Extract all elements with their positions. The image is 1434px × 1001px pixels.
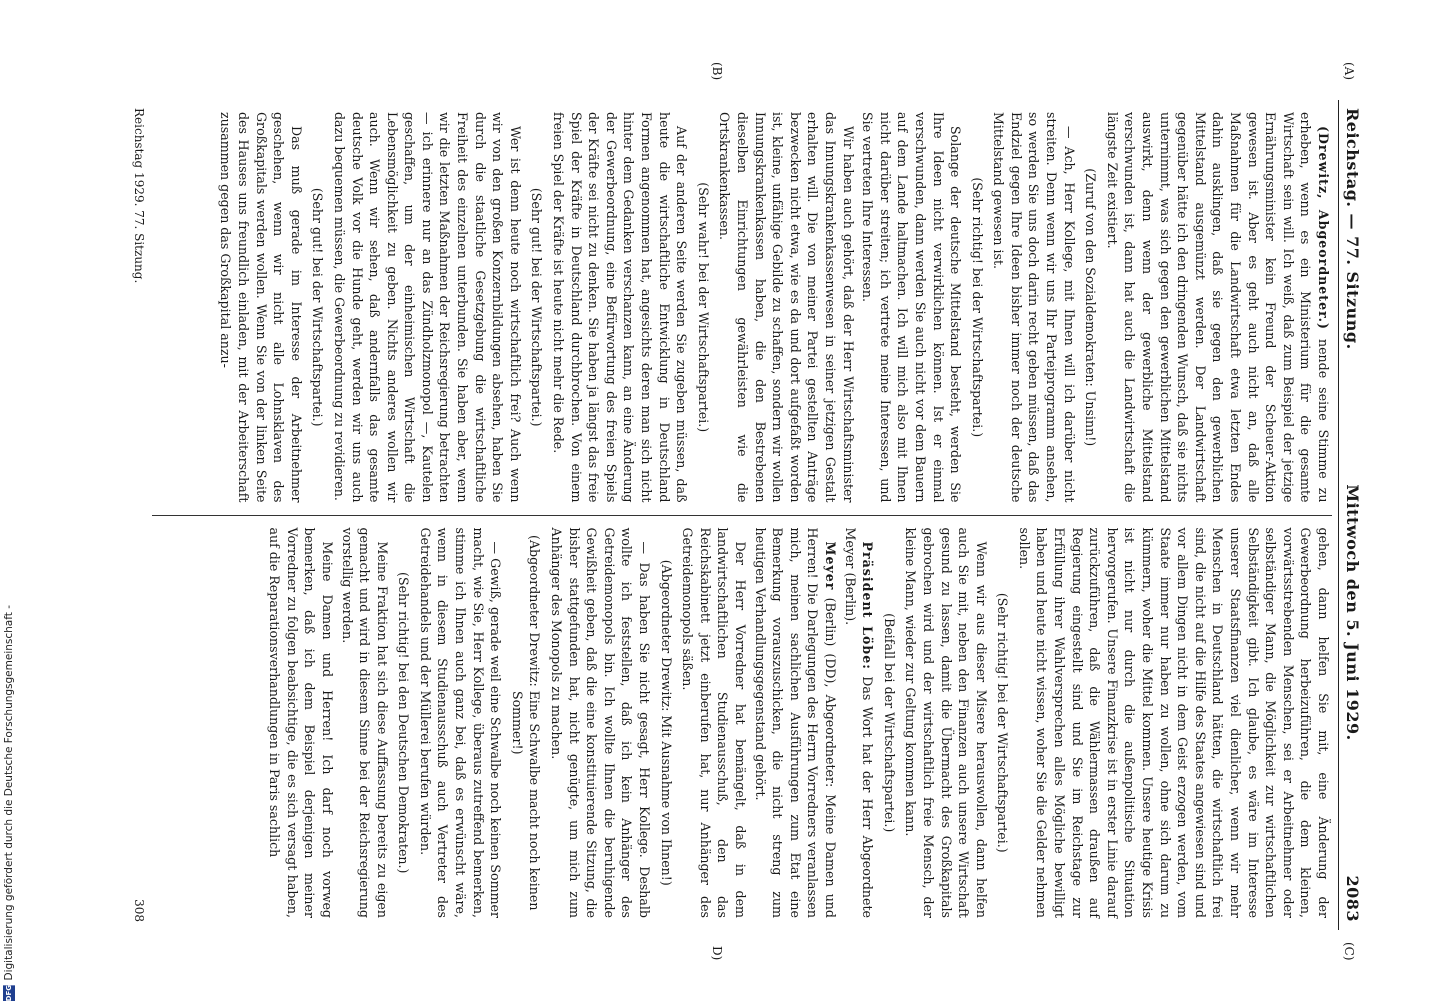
interjection-text: (Sehr gut! bei der Wirtschaftspartei.) bbox=[529, 187, 545, 427]
margin-marker-d: D) bbox=[710, 946, 724, 961]
paragraph-text: Meine Fraktion hat sich diese Auffassung bereits zu eigen gemacht und wird in diesem Sinne bei der Reichsregierung vorstellig werden. bbox=[339, 527, 390, 918]
page-header bbox=[1338, 100, 1362, 930]
header-left: Reichstag. — 77. Sitzung. bbox=[1343, 108, 1362, 350]
speaker-name: Meyer bbox=[822, 541, 838, 591]
interjection bbox=[880, 528, 898, 919]
margin-marker-c: (C) bbox=[1342, 942, 1356, 961]
paragraph bbox=[751, 528, 839, 919]
paragraph-text: Solange der deutsche Mittelstand besteht, werden Sie Ihre Ideen nicht verwirklichen können. Ist er einmal verschwunden, dann werden Sie auch nicht vor dem Bauern auf dem Lande haltmachen. Ich will mich also mit Ihnen nicht darüber streiten; ich vertrete meine Interessen, und Sie vertreten Ihre Interessen. bbox=[860, 112, 964, 503]
paragraph bbox=[416, 528, 504, 919]
interjection bbox=[309, 112, 327, 503]
margin-marker-a: (A) bbox=[1342, 62, 1356, 81]
margin-marker-b: (B) bbox=[710, 62, 724, 81]
paragraph-text: Das Wort hat der Herr Abgeordnete Meyer (Berlin). bbox=[842, 527, 876, 918]
left-column bbox=[152, 100, 1332, 515]
interjection-text: (Sehr gut! bei der Wirtschaftspartei.) bbox=[310, 187, 326, 427]
interjection bbox=[657, 528, 675, 919]
paragraph bbox=[841, 528, 876, 919]
paragraph bbox=[902, 528, 990, 919]
footer-left: Reichstag 1929. 77. Sitzung. bbox=[132, 108, 146, 284]
paragraph bbox=[338, 528, 391, 919]
paragraph-text: — Gewiß, gerade weil eine Schwalbe noch keinen Sommer macht, wie Sie, Herr Kollege, überaus zutreffend bemerken, stimme ich Ihnen auch ganz bei, daß es erwünscht wäre, wenn in diesem Studienausschuß auch Vertreter des Getreidehandels und der Müllerei berufen würden. bbox=[417, 527, 504, 918]
interjection bbox=[994, 528, 1012, 919]
paragraph-text: (Berlin) (DD), Abgeordneter: Meine Damen und Herren! Die Darlegungen des Herrn Vorredners veranlassen mich, meinen sachlichen Ausführungen zum Etat eine Bemerkung vorauszuschicken, die nicht streng zum heutigen Verhandlungsgegenstand gehört. bbox=[752, 527, 838, 918]
signature-number: 308 bbox=[132, 899, 146, 922]
paragraph-text: Wir haben auch gehört, daß der Herr Wirtschaftsminister das Innungskrankenkassenwesen in seiner jetzigen Gestalt erhalten will. Die von meiner Partei gestellten Anträge bezwecken nicht etwa, wie es da und dort aufgefaßt worden ist, kleine, unfähige Gebilde zu schaffen, sondern wir wollen Innungskrankenkassen haben, die den Bestrebenen dieselben Einrichtungen gewährleisten wie die Ortskrankenkassen. bbox=[717, 112, 856, 503]
interjection bbox=[528, 112, 546, 503]
interjection bbox=[508, 528, 543, 919]
interjection-text: (Sehr wahr! bei der Wirtschaftspartei.) bbox=[695, 182, 711, 433]
paragraph bbox=[716, 112, 857, 503]
paragraph bbox=[330, 112, 524, 503]
paragraph-text: Wer ist denn heute noch wirtschaftlich frei? Auch wenn wir von den großen Konzernbildungen absehen, haben Sie durch die staatliche Gesetzgebung die wirtschaftliche Freiheit des einzelnen unterbunden. Sie haben aber, wenn wir die letzten Maßnahmen der Reichsregierung betrachten — ich erinnere nur an das Zündholzmonopol —, Kautelen geschaffen, um der einheimischen Wirtschaft die Lebensmöglichkeit zu geben. Nichts anderes wollen wir auch. Wenn wir sehen, daß andernfalls das gesamte deutsche Volk vor die Hunde geht, werden wir uns auch dazu bequemen müssen, die Gewerbeordnung zu revidieren. bbox=[331, 112, 523, 503]
paragraph bbox=[990, 112, 1078, 503]
speaker-name: (Drewitz, Abgeordneter.) bbox=[1316, 126, 1331, 330]
paragraph-text: nende seine Stimme zu erheben, wenn es ein Ministerium für die gesamte Wirtschaft sein will. Ich weiß, daß zum Beispiel der jetzige Ernährungsminister kein Freund der Scheuer-Aktion gewesen ist. Aber es geht auch nicht an, daß alle Maßnahmen für die Landwirtschaft etwa letzten Endes dahin ausklingen, daß sie gegen den gewerblichen Mittelstand ausgemünzt werden. Der Landwirtschaft gegenüber hätte ich den dringenden Wunsch, daß sie nichts unternimmt, was sich gegen den gewerblichen Mittelstand auswirkt, denn wenn der gewerbliche Mittelstand verschwunden ist, dann hat auch die Landwirtschaft die längste Zeit existiert. bbox=[1104, 112, 1331, 503]
interjection-text: (Abgeordneter Drewitz: Eine Schwalbe macht noch keinen Sommer!) bbox=[509, 535, 543, 911]
paragraph-text: Das muß gerade im Interesse der Arbeitnehmer geschehen, wenn wir nicht alle Lohnsklaven des Großkapitals werden wollen. Wenn Sie von der linken Seite des Hauses uns freundlich einladen, mit der Arbeiterschaft zusammen gegen das Großkapital anzu- bbox=[218, 112, 304, 503]
paragraph bbox=[1015, 528, 1332, 919]
right-column bbox=[152, 515, 1332, 931]
credit-text: Digitalisierung gefördert durch die Deutsche Forschungsgemeinschaft - bbox=[3, 605, 15, 981]
interjection-text: (Abgeordneter Drewitz: Mit Ausnahme von Ihnen!) bbox=[658, 559, 674, 886]
interjection-text: (Zuruf von den Sozialdemokraten: Unsinn!) bbox=[1083, 168, 1099, 447]
interjection-text: (Sehr richtig! bei der Wirtschaftspartei.) bbox=[969, 177, 985, 438]
paragraph-text: — Ach, Herr Kollege, mit Ihnen will ich darüber nicht streiten. Denn wenn wir uns Ihr Parteiprogramm ansehen, so werden Sie uns doch darin recht geben müssen, daß das Endziel gegen Ihre Ideen bisher immer noch der deutsche Mittelstand gewesen ist. bbox=[991, 112, 1077, 503]
paragraph bbox=[217, 112, 305, 503]
paragraph-text: Auf der anderen Seite werden Sie zugeben müssen, daß heute die wirtschaftliche Entwicklung in Deutschland Formen angenommen hat, angesichts deren man sich nicht hinter dem Gedanken verschanzen kann, an eine Änderung der Gewerbeordnung, eine Befürwortung des freien Spiels der Kräfte sei nicht zu denken. Sie haben ja längst das freie Spiel der Kräfte in Deutschland durchbrochen. Von einem freien Spiel der Kräfte ist heute nicht mehr die Rede. bbox=[551, 112, 690, 503]
paragraph bbox=[266, 528, 336, 919]
digitization-credit bbox=[2, 605, 16, 1001]
paragraph bbox=[859, 112, 965, 503]
dfg-logo: DFG bbox=[5, 984, 13, 1001]
page-footer bbox=[132, 100, 148, 930]
interjection-text: (Sehr richtig! bei den Deutschen Demokraten.) bbox=[396, 572, 412, 874]
text-columns bbox=[152, 100, 1332, 930]
paragraph-text: Meine Damen und Herren! Ich darf noch vorweg bemerken, daß ich dem Beispiel derjenigen meiner Vorredner zu folgen beabsichtige, die es sich versagt haben, auf die Reparationsverhandlungen in Paris sachlich bbox=[267, 527, 335, 918]
interjection-text: (Sehr richtig! bei der Wirtschaftspartei.) bbox=[995, 592, 1011, 853]
interjection-text: (Beifall bei der Wirtschaftspartei.) bbox=[881, 613, 897, 833]
paragraph-text: Der Herr Vorredner hat bemängelt, daß in dem landwirtschaftlichen Studienausschuß, den das Reichskabinett jetzt einberufen hat, nur Anhänger des Getreidemonopols säßen. bbox=[680, 527, 748, 918]
interjection bbox=[395, 528, 413, 919]
paragraph-text: — Das haben Sie nicht gesagt, Herr Kollege. Deshalb wollte ich feststellen, daß ich kein Anhänger des Getreidemonopols bin. Ich wollte Ihnen die beruhigende Gewißheit geben, daß die eine konstituierende Sitzung, die bisher stattgefunden hat, nicht genügte, um mich zum Anhänger des Monopols zu machen. bbox=[549, 527, 653, 918]
interjection bbox=[1082, 112, 1100, 503]
paragraph-text: Wenn wir aus dieser Misere herauswollen, dann helfen auch Sie mit, neben den Finanzen auch unsere Wirtschaft gesund zu lassen, damit die Übermacht des Großkapitals gebrochen wird und der wirtschaftlich freie Mensch, der kleine Mann, wieder zur Geltung kommen kann. bbox=[903, 527, 989, 918]
interjection bbox=[694, 112, 712, 503]
paragraph bbox=[1103, 112, 1332, 503]
paragraph bbox=[547, 528, 653, 919]
speaker-name: Präsident Löbe: bbox=[860, 541, 876, 670]
paragraph bbox=[549, 112, 690, 503]
interjection bbox=[968, 112, 986, 503]
paragraph-text: gehen, dann helfen Sie mit, eine Änderung der Gewerbeordnung herbeizuführen, die dem kleinen, vorwärtsstrebenden Menschen, sei er Arbeitnehmer oder selbständiger Mann, die Möglichkeit zur wirtschaftlichen Selbständigkeit gibt. Ich glaube, es wäre im Interesse unserer Staatsfinanzen viel dienlicher, wenn wir mehr Menschen in Deutschland hätten, die wirtschaftlich frei sind, die nicht auf die Hilfe des Staates angewiesen sind und vor allem Dingen nicht in dem Geist erzogen werden, vom Staate immer nur haben zu wollen, ohne sich darum zu kümmern, woher die Mittel kommen. Unsere heutige Krisis ist nicht nur durch die außenpolitische Situation hervorgerufen. Unsere Finanzkrise ist in erster Linie darauf zurückzuführen, daß die Wählermassen draußen auf Regierung eingestellt sind und Sie im Reichstage zur Erfüllung ihrer Wahlversprechen alles Mögliche bewilligt haben und heute nicht wissen, woher Sie die Gelder nehmen sollen. bbox=[1016, 527, 1331, 918]
paragraph bbox=[679, 528, 749, 919]
page-number: 2083 bbox=[1343, 875, 1362, 922]
header-date: Mittwoch den 5. Juni 1929. bbox=[1343, 484, 1362, 741]
